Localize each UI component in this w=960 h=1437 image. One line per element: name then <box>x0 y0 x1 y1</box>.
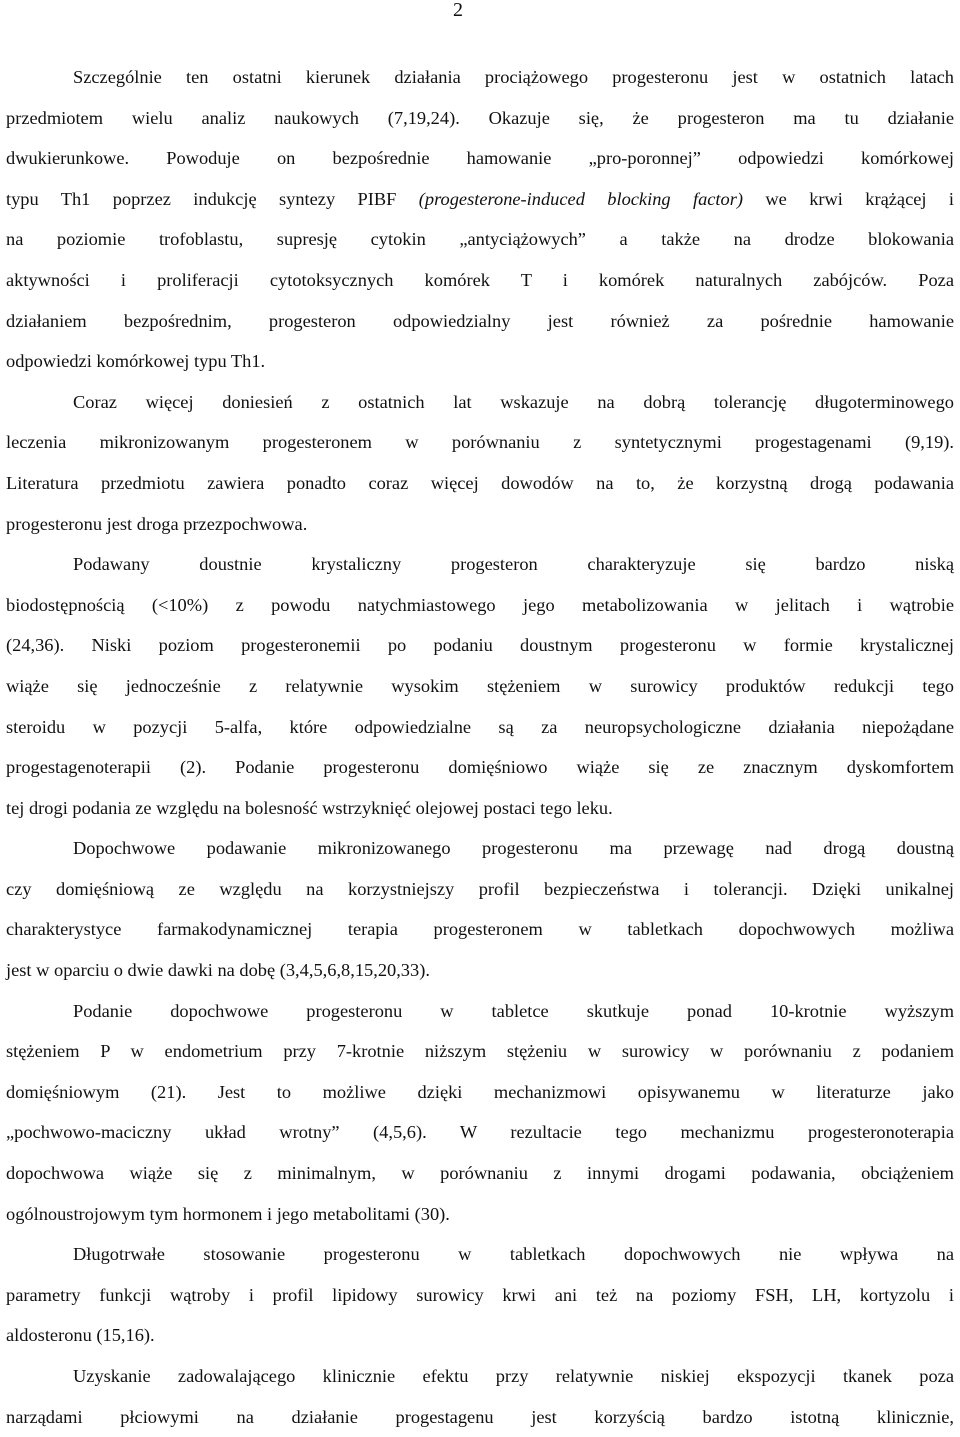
italic-term: (progesterone-induced blocking factor) <box>418 188 744 209</box>
text-segment: przedmiotem wielu analiz naukowych (7,19,24). Okazuje się, że progesteron ma tu działanie <box>6 107 954 128</box>
text-line <box>6 625 954 666</box>
paragraph-p7 <box>6 1356 954 1437</box>
text-segment: narządami płciowymi na działanie progestagenu jest korzyścią bardzo istotną klinicznie, <box>6 1406 954 1427</box>
text-line <box>6 788 954 829</box>
text-line <box>6 1315 954 1356</box>
text-line <box>6 1356 954 1397</box>
text-line <box>6 747 954 788</box>
text-line <box>6 828 954 869</box>
text-segment: Uzyskanie zadowalającego klinicznie efektu przy relatywnie niskiej ekspozycji tkanek poza <box>73 1366 954 1386</box>
text-line <box>6 98 954 139</box>
text-segment: dopochwowa wiąże się z minimalnym, w porównaniu z innymi drogami podawania, obciążeniem <box>6 1163 954 1184</box>
text-segment: Coraz więcej doniesień z ostatnich lat wskazuje na dobrą tolerancję długoterminowego <box>73 391 954 412</box>
text-segment: na poziomie trofoblastu, supresję cytokin „antyciążowych” a także na drodze blokowania <box>6 229 954 250</box>
text-segment: Podanie dopochwowe progesteronu w tabletce skutkuje ponad 10-krotnie wyższym <box>73 1000 954 1021</box>
text-line <box>6 1153 954 1194</box>
text-segment: biodostępnością (<10%) z powodu natychmiastowego jego metabolizowania w jelitach i wątrobie <box>6 594 954 615</box>
text-segment: Podawany doustnie krystaliczny progesteron charakteryzuje się bardzo niską <box>73 554 954 575</box>
text-segment: „pochwowo-maciczny układ wrotny” (4,5,6). W rezultacie tego mechanizmu progesteronoterapia <box>6 1122 954 1143</box>
paragraph-p3 <box>6 544 954 828</box>
text-segment: dwukierunkowe. Powoduje on bezpośrednie hamowanie „pro-poronnej” odpowiedzi komórkowej <box>6 148 954 169</box>
text-segment: wiąże się jednocześnie z relatywnie wysokim stężeniem w surowicy produktów redukcji tego <box>6 675 954 696</box>
text-segment: leczenia mikronizowanym progesteronem w porównaniu z syntetycznymi progestagenami (9,19). <box>6 432 954 453</box>
text-segment: progesteronu jest droga przezpochwowa. <box>6 513 308 534</box>
text-line <box>6 666 954 707</box>
text-segment: aktywności i proliferacji cytotoksycznych komórek T i komórek naturalnych zabójców. Poza <box>6 269 954 290</box>
text-segment: Szczególnie ten ostatni kierunek działania prociążowego progesteronu jest w ostatnich latach <box>73 67 954 87</box>
text-line <box>6 909 954 950</box>
text-segment: tej drogi podania ze względu na bolesność wstrzyknięć olejowej postaci tego leku. <box>6 797 613 818</box>
text-segment: stężeniem P w endometrium przy 7-krotnie niższym stężeniu w surowicy w porównaniu z podaniem <box>6 1041 954 1062</box>
text-line <box>6 179 954 220</box>
text-segment: we krwi krążącej i <box>743 188 954 209</box>
text-line <box>6 382 954 423</box>
text-segment: Dopochwowe podawanie mikronizowanego progesteronu ma przewagę nad drogą doustną <box>73 838 954 859</box>
paragraph-p1 <box>6 57 954 382</box>
text-segment: domięśniowym (21). Jest to możliwe dzięki mechanizmowi opisywanemu w literaturze jako <box>6 1081 954 1102</box>
text-line <box>6 1072 954 1113</box>
text-segment: (24,36). Niski poziom progesteronemii po podaniu doustnym progesteronu w formie krystalicznej <box>6 635 954 656</box>
text-segment: czy domięśniową ze względu na korzystniejszy profil bezpieczeństwa i tolerancji. Dzięki unikalnej <box>6 878 954 899</box>
text-line <box>6 1397 954 1437</box>
text-segment: Długotrwałe stosowanie progesteronu w tabletkach dopochwowych nie wpływa na <box>73 1244 954 1265</box>
text-line <box>6 1234 954 1275</box>
text-segment: aldosteronu (15,16). <box>6 1325 155 1346</box>
text-line <box>6 1275 954 1316</box>
text-line <box>6 585 954 626</box>
paragraph-p2 <box>6 382 954 544</box>
text-line <box>6 422 954 463</box>
text-line <box>6 260 954 301</box>
text-line <box>6 991 954 1032</box>
text-segment: działaniem bezpośrednim, progesteron odpowiedzialny jest również za pośrednie hamowanie <box>6 310 954 331</box>
text-line <box>6 1112 954 1153</box>
text-segment: typu Th1 poprzez indukcję syntezy PIBF <box>6 188 419 209</box>
text-line <box>6 301 954 342</box>
text-line <box>6 463 954 504</box>
page-number: 2 <box>453 0 463 21</box>
text-segment: Literatura przedmiotu zawiera ponadto coraz więcej dowodów na to, że korzystną drogą podawania <box>6 472 954 493</box>
text-segment: jest w oparciu o dwie dawki na dobę (3,4,5,6,8,15,20,33). <box>6 960 430 981</box>
paragraph-p4 <box>6 828 954 990</box>
text-line <box>6 341 954 382</box>
text-line <box>6 57 954 98</box>
text-line <box>6 869 954 910</box>
text-line <box>6 1194 954 1235</box>
document-body <box>6 57 954 1437</box>
text-segment: progestagenoterapii (2). Podanie progesteronu domięśniowo wiąże się ze znacznym dyskomfortem <box>6 757 954 778</box>
text-line <box>6 544 954 585</box>
text-line <box>6 138 954 179</box>
text-line <box>6 950 954 991</box>
paragraph-p6 <box>6 1234 954 1356</box>
text-segment: steroidu w pozycji 5-alfa, które odpowiedzialne są za neuropsychologiczne działania niepożądane <box>6 716 954 737</box>
text-segment: odpowiedzi komórkowej typu Th1. <box>6 351 266 372</box>
text-line <box>6 504 954 545</box>
text-segment: charakterystyce farmakodynamicznej terapia progesteronem w tabletkach dopochwowych możliwa <box>6 919 954 940</box>
text-line <box>6 219 954 260</box>
text-segment: ogólnoustrojowym tym hormonem i jego metabolitami (30). <box>6 1203 450 1224</box>
text-segment: parametry funkcji wątroby i profil lipidowy surowicy krwi ani też na poziomy FSH, LH, kortyzolu i <box>6 1284 954 1305</box>
text-line <box>6 707 954 748</box>
text-line <box>6 1031 954 1072</box>
paragraph-p5 <box>6 991 954 1235</box>
